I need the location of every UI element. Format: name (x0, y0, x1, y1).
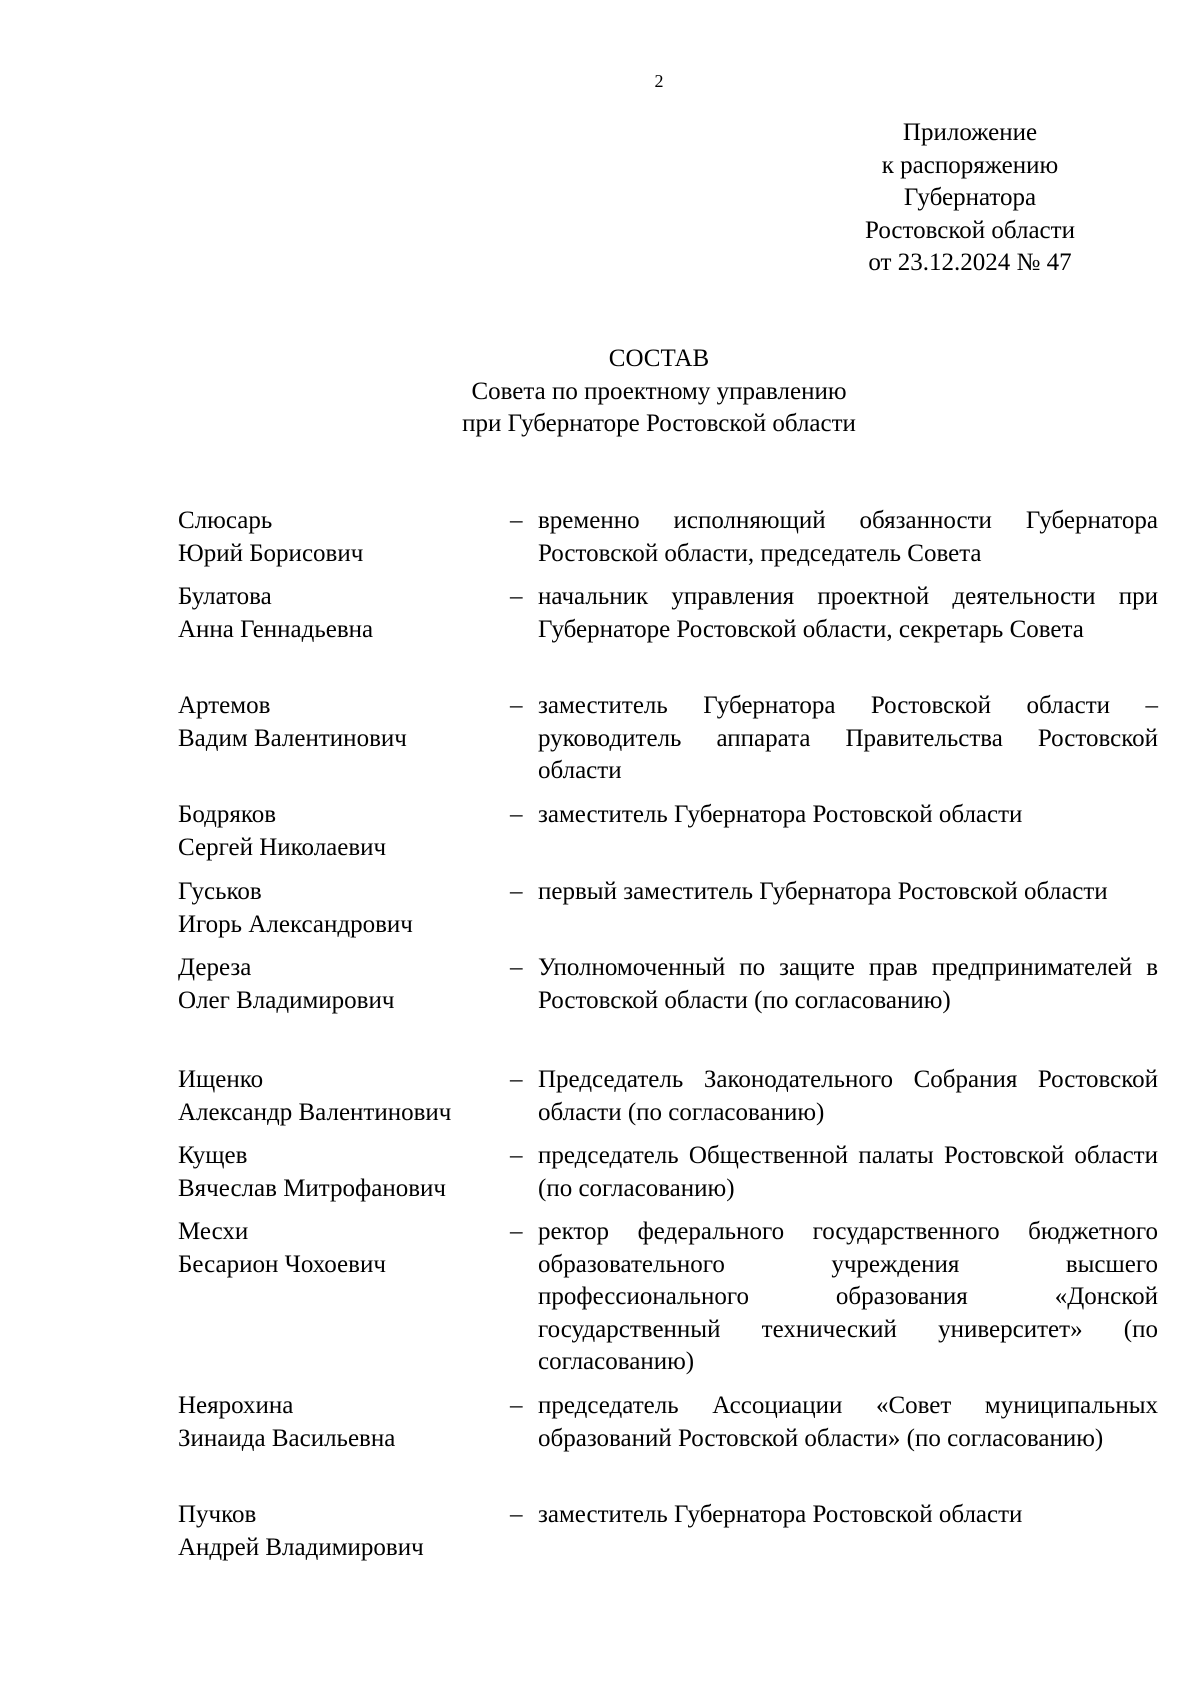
member-row (178, 1216, 1158, 1390)
dash-separator: – (510, 1501, 523, 1528)
member-role: председатель Ассоциации «Совет муниципальных образований Ростовской области» (по согласованию) (538, 1392, 1158, 1452)
dash-separator: – (510, 1142, 523, 1169)
member-given-name: Зинаида Васильевна (178, 1424, 396, 1452)
member-role: начальник управления проектной деятельности при Губернаторе Ростовской области, секретарь Совета (538, 583, 1158, 643)
member-role: временно исполняющий обязанности Губернатора Ростовской области, председатель Совета (538, 507, 1158, 567)
member-name (178, 1064, 510, 1129)
member-surname: Ищенко (178, 1066, 264, 1093)
member-surname: Дереза (178, 954, 252, 981)
member-surname: Кущев (178, 1142, 248, 1169)
member-row (178, 690, 1158, 799)
member-given-name: Вадим Валентинович (178, 724, 407, 752)
member-surname: Гуськов (178, 878, 262, 905)
member-name (178, 952, 510, 1017)
appendix-line: от 23.12.2024 № 47 (868, 249, 1072, 276)
appendix-line: Приложение (902, 119, 1038, 146)
appendix-line: к распоряжению (881, 151, 1059, 179)
member-name (178, 690, 510, 755)
members-list (178, 505, 1158, 1575)
member-row (178, 876, 1158, 952)
member-row (178, 1140, 1158, 1216)
member-role: ректор федерального государственного бюджетного образовательного учреждения высшего профессионального образования «Донской государственный технический университет» (по согласованию) (538, 1218, 1158, 1375)
member-given-name: Юрий Борисович (178, 539, 364, 567)
member-given-name: Андрей Владимирович (178, 1533, 424, 1561)
member-surname: Месхи (178, 1218, 249, 1245)
title-subtitle-line: при Губернаторе Ростовской области (462, 410, 856, 437)
member-row (178, 1390, 1158, 1499)
member-name (178, 1390, 510, 1455)
member-name (178, 1499, 510, 1564)
member-role: заместитель Губернатора Ростовской области (538, 801, 1023, 828)
member-given-name: Бесарион Чохоевич (178, 1250, 386, 1278)
member-surname: Бодряков (178, 801, 277, 828)
document-title (0, 343, 1200, 441)
member-row (178, 1064, 1158, 1140)
member-given-name: Игорь Александрович (178, 910, 413, 938)
dash-separator: – (510, 507, 523, 534)
appendix-line: Ростовской области (865, 216, 1075, 244)
member-surname: Пучков (178, 1501, 257, 1528)
member-given-name: Олег Владимирович (178, 986, 395, 1014)
member-surname: Слюсарь (178, 507, 273, 534)
member-row (178, 505, 1158, 581)
member-name (178, 799, 510, 864)
title-heading: СОСТАВ (608, 345, 710, 372)
dash-separator: – (510, 801, 523, 828)
dash-separator: – (510, 1392, 523, 1419)
member-role: председатель Общественной палаты Ростовской области (по согласованию) (538, 1142, 1158, 1202)
member-role: Уполномоченный по защите прав предпринимателей в Ростовской области (по согласованию) (538, 954, 1158, 1014)
member-row (178, 952, 1158, 1064)
member-row (178, 1499, 1158, 1575)
page-number: 2 (654, 71, 664, 91)
member-given-name: Анна Геннадьевна (178, 615, 374, 643)
member-given-name: Сергей Николаевич (178, 833, 387, 861)
member-name (178, 1140, 510, 1205)
appendix-line: Губернатора (903, 184, 1037, 211)
dash-separator: – (510, 878, 523, 905)
member-surname: Артемов (178, 692, 271, 719)
dash-separator: – (510, 1066, 523, 1093)
member-row (178, 581, 1158, 690)
dash-separator: – (510, 954, 523, 981)
member-role: Председатель Законодательного Собрания Ростовской области (по согласованию) (538, 1066, 1158, 1126)
member-role: заместитель Губернатора Ростовской области – руководитель аппарата Правительства Ростовской области (538, 692, 1158, 784)
member-name (178, 581, 510, 646)
dash-separator: – (510, 583, 523, 610)
member-surname: Булатова (178, 583, 272, 610)
dash-separator: – (510, 1218, 523, 1245)
member-row (178, 799, 1158, 876)
member-role: заместитель Губернатора Ростовской области (538, 1501, 1023, 1528)
member-surname: Неярохина (178, 1392, 294, 1419)
member-given-name: Вячеслав Митрофанович (178, 1174, 446, 1202)
appendix-header (860, 117, 1080, 280)
member-name (178, 505, 510, 570)
dash-separator: – (510, 692, 523, 719)
member-given-name: Александр Валентинович (178, 1098, 452, 1126)
title-subtitle-line: Совета по проектному управлению (471, 377, 847, 405)
member-name (178, 1216, 510, 1281)
member-name (178, 876, 510, 941)
member-role: первый заместитель Губернатора Ростовской области (538, 878, 1108, 905)
